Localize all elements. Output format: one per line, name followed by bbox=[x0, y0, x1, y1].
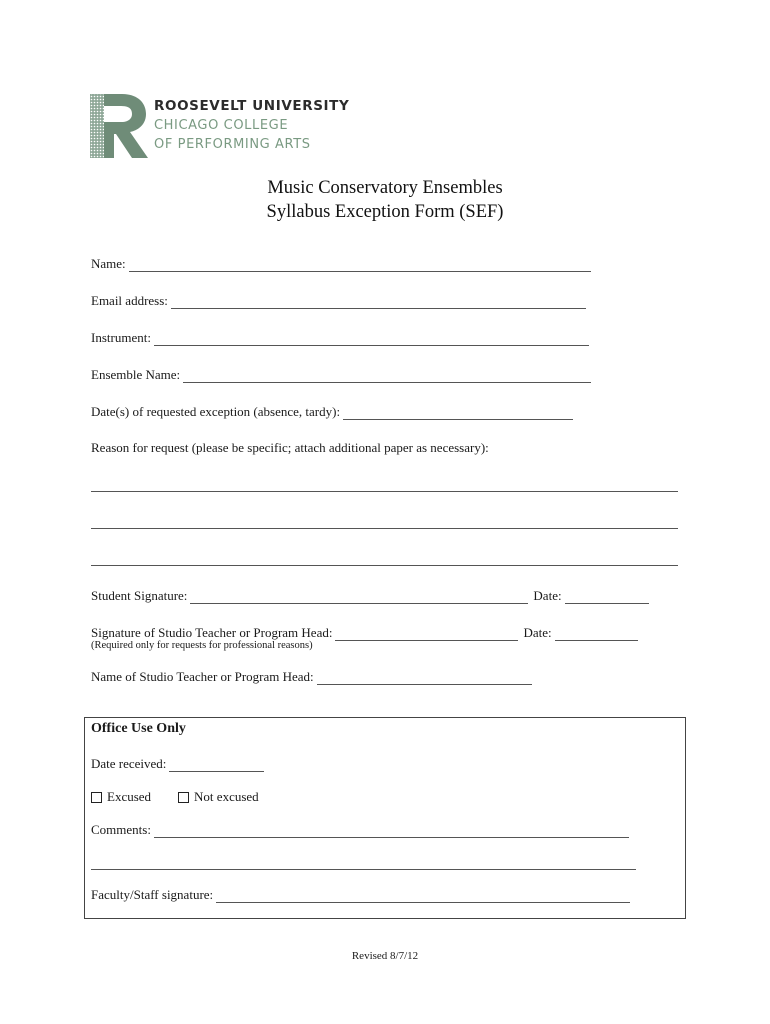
teacher-date-label: Date: bbox=[523, 625, 552, 640]
comments-label: Comments: bbox=[91, 822, 151, 837]
comments-line[interactable] bbox=[154, 823, 629, 838]
reason-label: Reason for request (please be specific; attach additional paper as necessary): bbox=[91, 440, 489, 455]
excused-checkbox[interactable] bbox=[91, 792, 102, 803]
faculty-signature-label: Faculty/Staff signature: bbox=[91, 887, 214, 902]
ensemble-field[interactable] bbox=[91, 367, 591, 383]
not-excused-checkbox[interactable] bbox=[178, 792, 189, 803]
name-field[interactable] bbox=[91, 256, 591, 272]
date-received-line[interactable] bbox=[169, 757, 264, 772]
name-input-line[interactable] bbox=[129, 257, 591, 272]
ensemble-input-line[interactable] bbox=[183, 368, 591, 383]
form-title-line2: Syllabus Exception Form (SEF) bbox=[266, 202, 504, 222]
teacher-note: (Required only for requests for professional reasons) bbox=[91, 640, 313, 651]
logo-college-line2: OF PERFORMING ARTS bbox=[154, 137, 311, 152]
student-signature-line[interactable] bbox=[190, 589, 528, 604]
university-logo bbox=[90, 92, 390, 162]
date-received-label: Date received: bbox=[91, 756, 167, 771]
form-title-line1: Music Conservatory Ensembles bbox=[267, 178, 503, 198]
email-label: Email address: bbox=[91, 293, 168, 308]
email-field[interactable] bbox=[91, 293, 586, 309]
reason-line-3[interactable] bbox=[91, 564, 678, 566]
instrument-input-line[interactable] bbox=[154, 331, 589, 346]
date-received-field[interactable] bbox=[91, 756, 264, 772]
ensemble-label: Ensemble Name: bbox=[91, 367, 181, 382]
excused-label: Excused bbox=[107, 789, 152, 804]
faculty-signature-field[interactable] bbox=[91, 887, 630, 903]
student-date-label: Date: bbox=[533, 588, 562, 603]
excused-options bbox=[91, 789, 259, 805]
comments-field[interactable] bbox=[91, 822, 629, 838]
teacher-signature-label: Signature of Studio Teacher or Program Head: bbox=[91, 625, 333, 640]
teacher-name-line[interactable] bbox=[317, 670, 532, 685]
student-date-line[interactable] bbox=[565, 589, 649, 604]
logo-university-name: ROOSEVELT UNIVERSITY bbox=[154, 98, 350, 114]
not-excused-option[interactable] bbox=[178, 789, 259, 805]
teacher-name-label: Name of Studio Teacher or Program Head: bbox=[91, 669, 314, 684]
email-input-line[interactable] bbox=[171, 294, 586, 309]
teacher-signature-field[interactable] bbox=[91, 625, 638, 641]
name-label: Name: bbox=[91, 256, 126, 271]
faculty-signature-line[interactable] bbox=[216, 888, 630, 903]
teacher-name-field[interactable] bbox=[91, 669, 532, 685]
dates-field[interactable] bbox=[91, 404, 573, 420]
excused-option[interactable] bbox=[91, 789, 151, 805]
office-use-title: Office Use Only bbox=[91, 721, 186, 736]
teacher-signature-line[interactable] bbox=[335, 626, 518, 641]
dates-label: Date(s) of requested exception (absence, tardy): bbox=[91, 404, 341, 419]
letter-r-logo-icon bbox=[90, 92, 150, 160]
revision-date: Revised 8/7/12 bbox=[351, 950, 419, 962]
comments-line-2[interactable] bbox=[91, 868, 636, 870]
instrument-field[interactable] bbox=[91, 330, 589, 346]
not-excused-label: Not excused bbox=[194, 789, 259, 804]
student-signature-label: Student Signature: bbox=[91, 588, 188, 603]
logo-college-line1: CHICAGO COLLEGE bbox=[154, 118, 289, 133]
student-signature-field[interactable] bbox=[91, 588, 649, 604]
instrument-label: Instrument: bbox=[91, 330, 151, 345]
teacher-date-line[interactable] bbox=[555, 626, 638, 641]
reason-line-2[interactable] bbox=[91, 527, 678, 529]
dates-input-line[interactable] bbox=[343, 405, 573, 420]
reason-line-1[interactable] bbox=[91, 490, 678, 492]
reason-field bbox=[91, 440, 489, 456]
